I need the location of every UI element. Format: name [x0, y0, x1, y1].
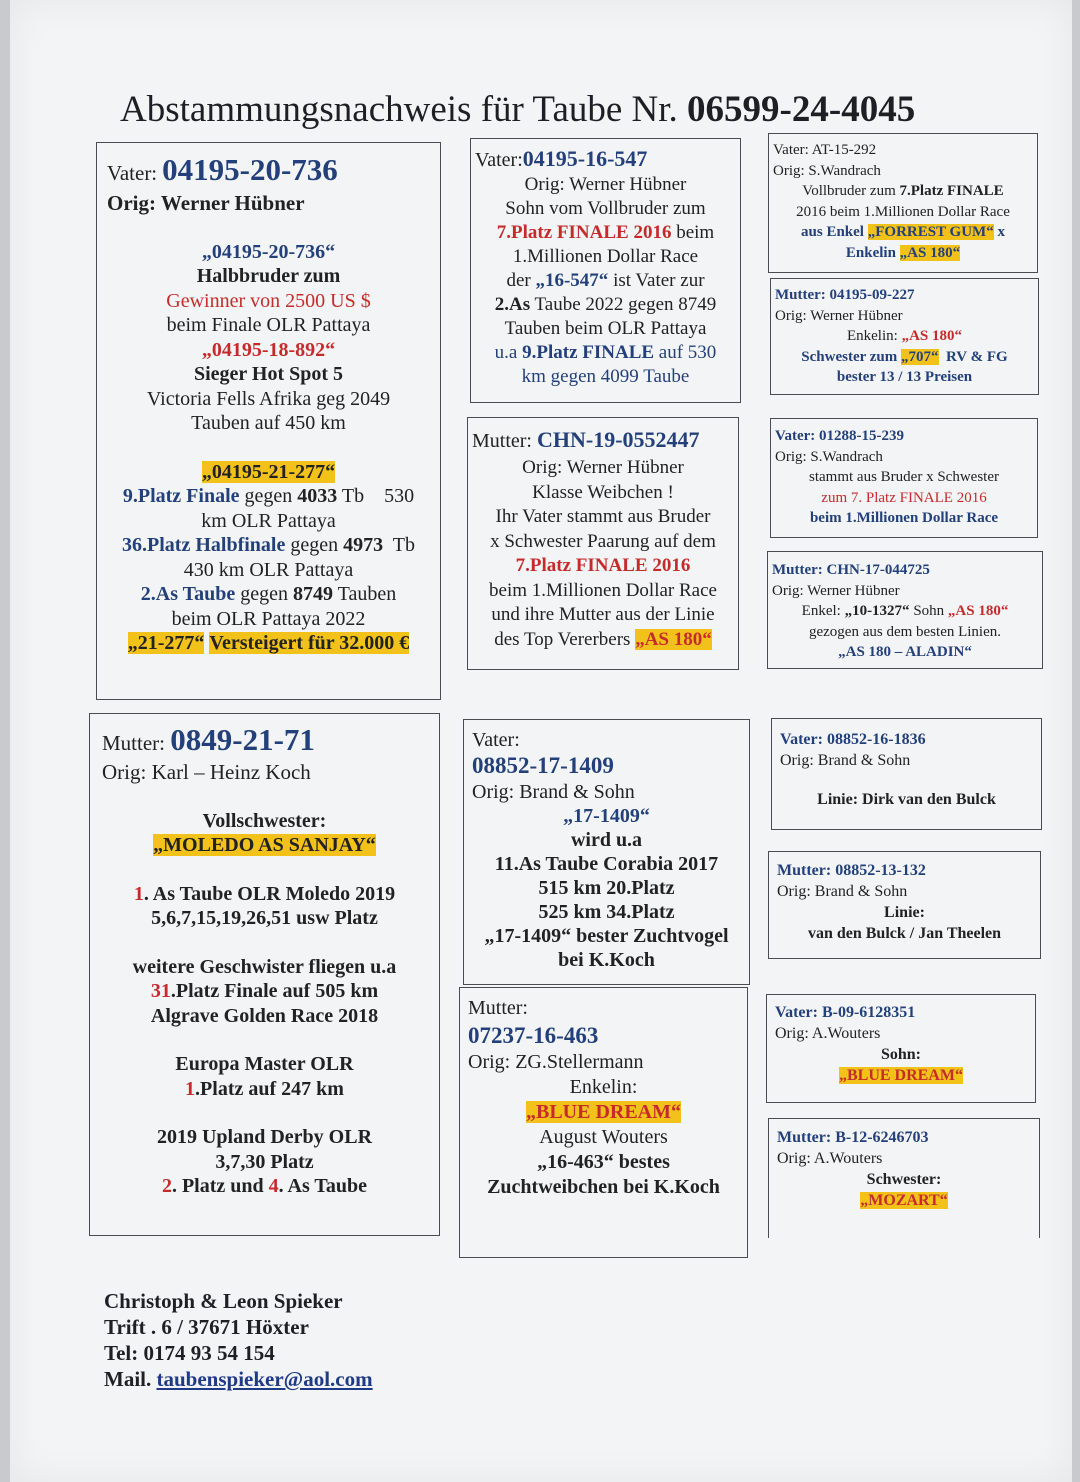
ggm2-line: Enkel: [801, 603, 845, 619]
mother-line: 3,7,30 Platz [215, 1150, 314, 1173]
pgm-line: beim 1.Millionen Dollar Race [489, 579, 717, 601]
ggf1-line: Vollbruder zum [802, 183, 900, 199]
page-title [120, 88, 915, 131]
ggf2-line: Orig: S.Wandrach [775, 448, 883, 465]
pgf-line: der [506, 270, 536, 291]
pgf-line: beim [671, 222, 715, 243]
mgf-line: 11.As Taube Corabia 2017 [494, 853, 719, 875]
father-line: Tb 530 [337, 485, 415, 507]
ggf2-line: beim 1.Millionen Dollar Race [809, 510, 999, 526]
ggm4-highlight: „MOZART“ [860, 1192, 948, 1209]
father-origin: Orig: Werner Hübner [107, 191, 305, 215]
pgm-ring: CHN-19-0552447 [537, 427, 700, 452]
mgm-highlight: „BLUE DREAM“ [525, 1101, 681, 1123]
pgm-line: des Top Vererbers [494, 628, 636, 650]
pgf-line: „16-547“ [535, 270, 609, 291]
pgm-line: und ihre Mutter aus der Linie [491, 604, 715, 625]
maternal-grandmother-box [459, 987, 748, 1258]
great-grandfather-3-box [771, 718, 1042, 830]
father-line: beim OLR Pattaya 2022 [171, 607, 366, 630]
ggm4-line: Mutter: B-12-6246703 [777, 1129, 929, 1146]
paternal-grandmother-box [467, 417, 739, 670]
ggm2-line: Sohn [909, 603, 948, 619]
father-highlight: „21-277“ [127, 632, 205, 654]
ggm3-line: Linie: [884, 904, 925, 921]
ggm3-line: Orig: Brand & Sohn [777, 883, 908, 900]
ggm1-line: „AS 180“ [901, 328, 962, 344]
pgm-label: Mutter: [472, 430, 537, 452]
great-grandmother-3-box [768, 851, 1041, 959]
pgm-line: Ihr Vater stammt aus Bruder [495, 506, 711, 527]
mother-line: Algrave Golden Race 2018 [150, 1004, 379, 1027]
pgf-line: u.a [494, 342, 523, 363]
great-grandfather-4-box [766, 994, 1036, 1103]
mail-label: Mail. [104, 1367, 157, 1391]
father-line: gegen [235, 583, 294, 605]
mgf-line: „17-1409“ [563, 805, 650, 827]
mother-line: weitere Geschwister fliegen u.a [132, 955, 397, 978]
pgm-highlight: „AS 180“ [635, 628, 712, 650]
pgf-label: Vater: [475, 149, 523, 171]
father-label: Vater: [107, 161, 158, 185]
pgf-origin: Orig: Werner Hübner [524, 174, 687, 195]
ggm1-line: Mutter: 04195-09-227 [775, 287, 915, 303]
great-grandfather-1-box [768, 133, 1038, 273]
pgf-line: Tauben beim OLR Pattaya [504, 318, 707, 339]
mgf-line: 525 km 34.Platz [538, 901, 675, 923]
father-line: Tauben auf 450 km [191, 412, 346, 434]
father-line: Gewinner von 2500 US $ [166, 289, 371, 312]
mother-line: 4 [268, 1175, 279, 1197]
ggm3-line: Mutter: 08852-13-132 [777, 862, 926, 879]
father-line: 2.As Taube [140, 583, 236, 605]
ggf1-line: Enkelin [845, 244, 900, 261]
father-line: 4973 [343, 534, 384, 556]
father-line: 36.Platz Halbfinale [122, 534, 286, 556]
ggf2-line: stammt aus Bruder x Schwester [809, 469, 999, 485]
ggf1-highlight: „AS 180“ [899, 244, 961, 261]
ggf4-line: Sohn: [880, 1046, 922, 1063]
paternal-grandfather-box [470, 138, 741, 403]
mgf-line: 515 km 20.Platz [538, 877, 675, 899]
ggm2-line: Mutter: CHN-17-044725 [772, 562, 930, 578]
ggf1-highlight: „FORREST GUM“ [867, 224, 994, 240]
pigeon-number: 06599-24-4045 [687, 89, 916, 130]
maternal-grandfather-box [463, 719, 750, 985]
ggf4-highlight: „BLUE DREAM“ [838, 1067, 963, 1084]
pgm-line: 7.Platz FINALE 2016 [515, 555, 691, 576]
pgf-line: 1.Millionen Dollar Race [512, 246, 699, 267]
ggm2-line: „AS 180“ [947, 603, 1009, 619]
mother-line: 31 [150, 980, 171, 1002]
great-grandmother-4-box [768, 1118, 1040, 1238]
breeder-contact [104, 1288, 373, 1392]
mgf-line: wird u.a [570, 829, 643, 851]
mother-line: 1 [133, 882, 144, 905]
mother-line: . As Taube OLR Moledo 2019 [143, 882, 396, 905]
mother-ring: 0849-21-71 [170, 722, 315, 757]
pgf-line: ist Vater zur [608, 270, 705, 291]
father-line: gegen [239, 485, 298, 507]
great-grandfather-2-box [770, 418, 1038, 538]
father-line: „04195-20-736“ [201, 240, 336, 263]
ggm1-line: Schwester zum [801, 348, 901, 365]
pgf-line: 9.Platz FINALE [522, 342, 655, 363]
mother-line: . Platz und [171, 1175, 269, 1197]
father-line: „04195-18-892“ [201, 338, 336, 361]
pgm-origin: Orig: Werner Hübner [522, 457, 684, 478]
mgf-origin: Orig: Brand & Sohn [472, 781, 635, 803]
ggm2-line: gezogen aus dem besten Linien. [808, 623, 1002, 640]
great-grandmother-1-box [770, 278, 1039, 395]
pgf-line: km gegen 4099 Taube [521, 366, 690, 387]
father-line: 9.Platz Finale [122, 485, 240, 507]
ggf1-line: 2016 beim 1.Millionen Dollar Race [796, 203, 1010, 220]
breeder-address: Trift . 6 / 37671 Höxter [104, 1315, 309, 1339]
mother-highlight: „MOLEDO AS SANJAY“ [153, 834, 376, 856]
ggm4-line: Orig: A.Wouters [777, 1150, 883, 1167]
pgf-ring: 04195-16-547 [522, 146, 648, 171]
mgm-line: August Wouters [539, 1126, 668, 1148]
pgf-line: auf 530 [654, 342, 717, 363]
mother-line: Vollschwester: [202, 809, 327, 832]
mother-line: Europa Master OLR [175, 1053, 354, 1075]
mgm-origin: Orig: ZG.Stellermann [468, 1051, 644, 1073]
pgf-line: 7.Platz FINALE 2016 [496, 222, 672, 243]
ggf2-line: zum 7. Platz FINALE 2016 [821, 489, 987, 506]
father-line: beim Finale OLR Pattaya [166, 314, 371, 336]
mother-label: Mutter: [102, 731, 171, 755]
ggf3-line: Linie: Dirk van den Bulck [817, 791, 996, 808]
ggm3-line: van den Bulck / Jan Theelen [807, 925, 1002, 942]
ggf3-line: Orig: Brand & Sohn [780, 752, 911, 769]
ggm2-line: „10-1327“ [844, 603, 910, 619]
mother-line: 2 [161, 1175, 172, 1197]
ggf1-line: 7.Platz FINALE [899, 183, 1004, 199]
ggf4-line: Vater: B-09-6128351 [775, 1004, 916, 1021]
father-line: km OLR Pattaya [201, 509, 336, 532]
breeder-name: Christoph & Leon Spieker [104, 1289, 343, 1313]
mother-line: 5,6,7,15,19,26,51 usw Platz [151, 907, 378, 929]
mgf-ring: 08852-17-1409 [472, 753, 614, 778]
ggm1-line: RV & FG [938, 348, 1008, 365]
mother-origin: Orig: Karl – Heinz Koch [102, 760, 311, 784]
mgm-label: Mutter: [468, 997, 528, 1019]
breeder-phone: Tel: 0174 93 54 154 [104, 1341, 275, 1365]
mgf-line: „17-1409“ bester Zuchtvogel [484, 925, 729, 947]
ggf2-line: Vater: 01288-15-239 [775, 428, 905, 444]
father-line: Halbbruder zum [196, 265, 341, 287]
ggm2-line: Orig: Werner Hübner [772, 582, 900, 599]
pgf-line: 2.As [494, 294, 531, 315]
mgm-line: Enkelin: [569, 1076, 638, 1098]
father-line: Victoria Fells Afrika geg 2049 [146, 387, 391, 410]
ggm2-line: „AS 180 – ALADIN“ [838, 644, 972, 660]
ggm4-line: Schwester: [866, 1171, 942, 1188]
father-line: gegen [285, 534, 344, 556]
great-grandmother-2-box [767, 551, 1043, 669]
mother-box [89, 713, 440, 1236]
pgm-line: x Schwester Paarung auf dem [490, 530, 716, 552]
mgf-line: bei K.Koch [558, 949, 655, 971]
father-line: Sieger Hot Spot 5 [193, 363, 344, 385]
ggm1-line: Orig: Werner Hübner [775, 307, 903, 324]
mgm-line: „16-463“ bestes [537, 1151, 670, 1173]
father-ring: 04195-20-736 [162, 152, 338, 187]
father-line: 430 km OLR Pattaya [183, 558, 354, 581]
ggm1-line: Enkelin: [846, 328, 902, 344]
ggf1-line: Orig: S.Wandrach [773, 162, 881, 179]
email-link[interactable]: taubenspieker@aol.com [156, 1367, 373, 1391]
mother-line: .Platz Finale auf 505 km [170, 980, 379, 1002]
father-highlight: „04195-21-277“ [201, 460, 336, 483]
ggf3-line: Vater: 08852-16-1836 [780, 731, 926, 748]
father-line: 8749 [293, 583, 334, 605]
ggm1-highlight: „707“ [901, 348, 939, 365]
father-line: Tauben [333, 583, 397, 605]
ggf4-line: Orig: A.Wouters [775, 1025, 881, 1042]
father-line: 4033 [297, 485, 338, 507]
pgm-line: Klasse Weibchen ! [532, 481, 674, 503]
father-highlight: Versteigert für 32.000 € [209, 632, 410, 654]
ggf1-line: x [993, 224, 1005, 240]
mgf-label: Vater: [472, 729, 520, 751]
father-line: Tb [383, 534, 415, 556]
mother-line: 2019 Upland Derby OLR [156, 1126, 373, 1148]
mgm-line: Zuchtweibchen bei K.Koch [487, 1176, 720, 1198]
father-box [96, 142, 441, 700]
mother-line: 1 [185, 1077, 196, 1100]
ggf1-line: Vater: AT-15-292 [773, 142, 877, 158]
ggf1-line: aus Enkel [801, 224, 868, 240]
pgf-line: Taube 2022 gegen 8749 [530, 294, 717, 315]
mgm-ring: 07237-16-463 [468, 1023, 599, 1048]
mother-line: .Platz auf 247 km [195, 1077, 344, 1100]
mother-line: . As Taube [278, 1175, 368, 1197]
title-text: Abstammungsnachweis für Taube Nr. [120, 89, 688, 130]
ggm1-line: bester 13 / 13 Preisen [836, 369, 973, 385]
pgf-line: Sohn vom Vollbruder zum [505, 198, 706, 219]
